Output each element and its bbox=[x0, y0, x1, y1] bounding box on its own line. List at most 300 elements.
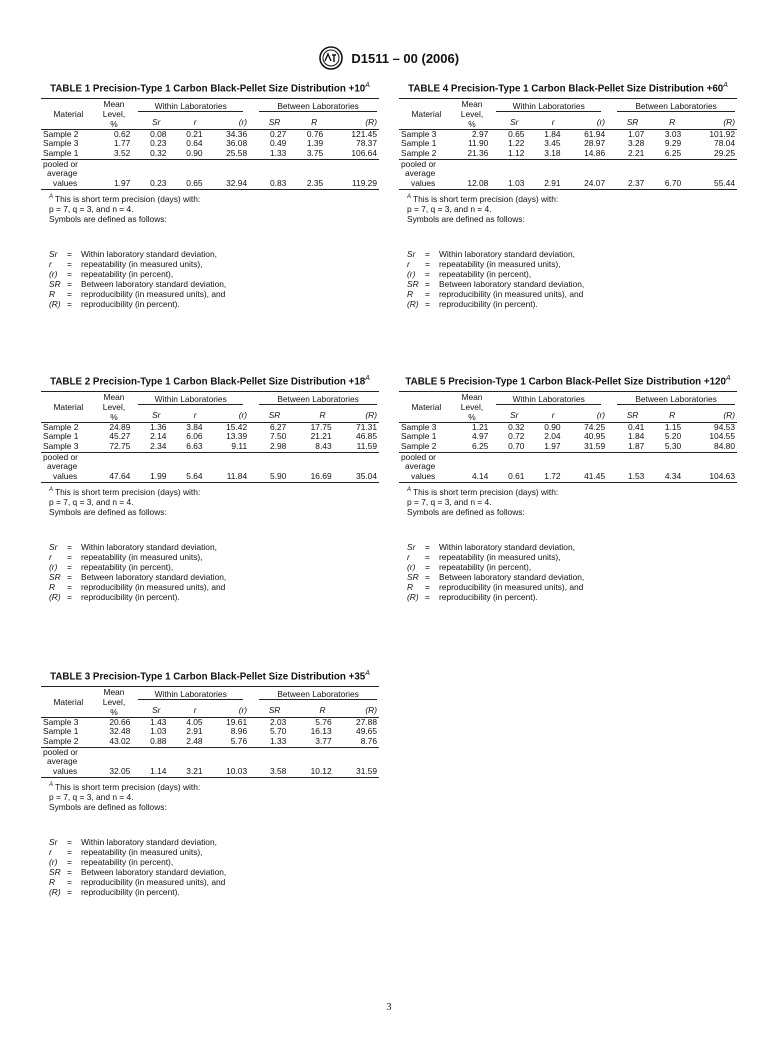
value-cell: 11.90 bbox=[467, 138, 489, 149]
pooled-value-cell bbox=[334, 747, 379, 757]
symbol-definitions bbox=[49, 249, 379, 309]
pooled-value-cell bbox=[334, 452, 379, 462]
symbol-meaning: Within laboratory standard deviation, bbox=[439, 249, 575, 260]
value-cell: 5.20 bbox=[664, 431, 682, 442]
symbol-meaning: reproducibility (in percent). bbox=[439, 592, 538, 603]
value-cell: 32.48 bbox=[109, 726, 131, 737]
pooled-row bbox=[41, 169, 379, 179]
column-header: (r) bbox=[205, 702, 250, 717]
pooled-value-cell bbox=[607, 452, 646, 462]
pooled-label: values bbox=[399, 472, 454, 483]
value-cell: 2.48 bbox=[168, 737, 204, 747]
material-header-text: Material bbox=[53, 696, 84, 707]
symbol-key: r bbox=[49, 552, 52, 563]
symbol-meaning: reproducibility (in measured units), and bbox=[81, 582, 226, 593]
value-cell: 40.95 bbox=[584, 431, 606, 442]
pooled-row bbox=[399, 169, 737, 179]
mean-level-header-line: % bbox=[468, 118, 476, 129]
equals-sign: = bbox=[67, 877, 72, 888]
value-cell: 8.96 bbox=[230, 726, 248, 737]
equals-sign: = bbox=[67, 289, 72, 300]
symbol-definition-row bbox=[49, 857, 379, 867]
pooled-value-cell: 12.08 bbox=[454, 179, 491, 190]
value-cell: 0.23 bbox=[150, 138, 167, 149]
symbol-meaning: reproducibility (in percent). bbox=[81, 887, 180, 898]
pooled-value-cell: 2.35 bbox=[288, 179, 325, 190]
value-cell: 104.55 bbox=[709, 431, 735, 442]
value-cell: 1.21 bbox=[471, 421, 489, 432]
precision-table bbox=[41, 98, 379, 191]
value-cell: 13.39 bbox=[226, 431, 248, 442]
value-cell: 31.59 bbox=[563, 442, 608, 452]
pooled-value-cell: 41.45 bbox=[563, 472, 608, 483]
between-laboratories-header bbox=[607, 391, 737, 407]
column-header: (R) bbox=[334, 702, 379, 717]
symbol-definition-row bbox=[49, 259, 379, 269]
pooled-value-cell bbox=[683, 159, 737, 169]
symbol-definition-row bbox=[49, 837, 379, 847]
pooled-value-cell bbox=[490, 159, 526, 169]
equals-sign: = bbox=[67, 552, 72, 563]
value-cell: 1.84 bbox=[544, 128, 561, 139]
symbol-key: r bbox=[49, 847, 52, 858]
mean-level-header-line: Mean bbox=[103, 686, 125, 697]
value-cell: 5.76 bbox=[205, 737, 250, 747]
symbol-meaning: Between laboratory standard deviation, bbox=[81, 867, 227, 878]
column-header: (r) bbox=[205, 407, 250, 422]
pooled-value-cell bbox=[168, 452, 204, 462]
symbol-definition-row bbox=[49, 877, 379, 887]
symbol-definition-row bbox=[407, 289, 737, 299]
precision-table bbox=[399, 391, 737, 484]
table-row bbox=[41, 149, 379, 159]
value-cell: 2.14 bbox=[150, 431, 167, 442]
value-cell: 19.61 bbox=[226, 716, 248, 727]
table-title-text: TABLE 1 Precision-Type 1 Carbon Black-Pellet Size Distribution +10 bbox=[50, 83, 366, 95]
symbol-key: (r) bbox=[407, 269, 416, 280]
table-title bbox=[41, 80, 379, 95]
value-cell: 1.43 bbox=[150, 716, 167, 727]
symbol-meaning: reproducibility (in measured units), and bbox=[81, 289, 226, 300]
pooled-value-cell bbox=[288, 747, 333, 757]
value-cell: 6.25 bbox=[454, 442, 491, 452]
value-cell: 15.42 bbox=[226, 421, 248, 432]
material-cell: Sample 1 bbox=[43, 431, 79, 442]
symbol-meaning: repeatability (in measured units), bbox=[81, 552, 203, 563]
value-cell: 71.31 bbox=[356, 421, 377, 432]
value-cell: 0.70 bbox=[490, 442, 526, 452]
value-cell: 0.32 bbox=[508, 421, 525, 432]
footnote-parameters: p = 7, q = 3, and n = 4. bbox=[407, 204, 492, 215]
within-laboratories-header bbox=[132, 391, 249, 407]
value-cell: 36.08 bbox=[226, 138, 248, 149]
pooled-label: average bbox=[405, 461, 436, 472]
column-header: r bbox=[168, 407, 204, 422]
symbol-definition-row bbox=[407, 269, 737, 279]
pooled-row bbox=[399, 159, 737, 169]
equals-sign: = bbox=[425, 582, 430, 593]
between-laboratories-text: Between Laboratories bbox=[259, 101, 377, 112]
table-row bbox=[41, 129, 379, 139]
value-cell: 94.53 bbox=[714, 421, 735, 432]
symbol-meaning: Within laboratory standard deviation, bbox=[439, 542, 575, 553]
table-footnotes bbox=[399, 192, 737, 309]
column-header: R bbox=[288, 407, 333, 422]
pooled-value-cell: 31.59 bbox=[334, 767, 379, 778]
mean-level-header bbox=[96, 391, 133, 422]
table-title bbox=[41, 668, 379, 683]
footnote-symbols-intro: Symbols are defined as follows: bbox=[407, 214, 525, 225]
value-cell: 2.03 bbox=[270, 716, 287, 727]
table-row bbox=[399, 432, 737, 442]
equals-sign: = bbox=[67, 562, 72, 573]
value-cell: 0.90 bbox=[168, 149, 204, 159]
symbol-definitions bbox=[49, 837, 379, 897]
material-cell: Sample 2 bbox=[43, 128, 79, 139]
pooled-label: values bbox=[41, 472, 96, 483]
pooled-value-cell: 55.44 bbox=[683, 179, 737, 190]
symbol-definitions bbox=[407, 542, 737, 602]
material-header bbox=[41, 98, 96, 129]
value-cell: 1.84 bbox=[628, 431, 645, 442]
pooled-value-cell: 2.37 bbox=[607, 179, 646, 190]
mean-level-header-line: Level, bbox=[460, 108, 484, 119]
table-title bbox=[399, 373, 737, 388]
material-header bbox=[41, 391, 96, 422]
material-header bbox=[41, 686, 96, 717]
mean-level-header-line: Level, bbox=[102, 401, 126, 412]
symbol-key: R bbox=[407, 582, 414, 593]
footnote-parameters: p = 7, q = 3, and n = 4. bbox=[49, 792, 134, 803]
within-laboratories-header bbox=[490, 98, 607, 114]
symbol-meaning: Between laboratory standard deviation, bbox=[439, 572, 585, 583]
symbol-meaning: Between laboratory standard deviation, bbox=[81, 572, 227, 583]
pooled-label: values bbox=[399, 179, 454, 190]
mean-level-header-line: Mean bbox=[103, 98, 125, 109]
value-cell: 2.91 bbox=[186, 726, 203, 737]
equals-sign: = bbox=[67, 837, 72, 848]
column-header: (r) bbox=[563, 114, 608, 129]
pooled-row bbox=[41, 179, 379, 190]
equals-sign: = bbox=[425, 542, 430, 553]
pooled-value-cell: 1.99 bbox=[132, 472, 168, 483]
pooled-value-cell: 2.91 bbox=[526, 179, 562, 190]
between-laboratories-text: Between Laboratories bbox=[259, 394, 377, 405]
symbol-meaning: repeatability (in measured units), bbox=[81, 847, 203, 858]
symbol-definition-row bbox=[49, 542, 379, 552]
column-header: r bbox=[168, 114, 204, 129]
pooled-value-cell: 0.83 bbox=[249, 179, 288, 190]
symbol-definitions bbox=[49, 542, 379, 602]
material-header bbox=[399, 391, 454, 422]
footnote-symbols-intro: Symbols are defined as follows: bbox=[49, 802, 167, 813]
column-header: SR bbox=[607, 114, 646, 129]
pooled-value-cell bbox=[288, 452, 333, 462]
footnote-mark: A bbox=[49, 487, 54, 494]
pooled-value-cell bbox=[325, 159, 379, 169]
value-cell: 5.70 bbox=[270, 726, 287, 737]
value-cell: 3.18 bbox=[526, 149, 562, 159]
symbol-definition-row bbox=[49, 562, 379, 572]
symbol-meaning: repeatability (in measured units), bbox=[81, 259, 203, 270]
precision-table bbox=[41, 391, 379, 484]
value-cell: 2.34 bbox=[132, 442, 168, 452]
symbol-definition-row bbox=[407, 582, 737, 592]
footnote-mark: A bbox=[49, 782, 54, 789]
value-cell: 49.65 bbox=[356, 726, 377, 737]
equals-sign: = bbox=[67, 249, 72, 260]
symbol-meaning: repeatability (in percent), bbox=[439, 562, 532, 573]
precision-table-block bbox=[399, 373, 737, 602]
column-header: r bbox=[526, 407, 562, 422]
pooled-value-cell bbox=[96, 747, 133, 757]
equals-sign: = bbox=[425, 269, 430, 280]
material-cell: Sample 1 bbox=[41, 149, 96, 159]
table-footnotes bbox=[41, 192, 379, 309]
pooled-value-cell: 1.53 bbox=[607, 472, 646, 483]
equals-sign: = bbox=[67, 592, 72, 603]
pooled-row bbox=[41, 452, 379, 462]
pooled-value-cell bbox=[563, 159, 608, 169]
footnote-mark: A bbox=[365, 375, 370, 382]
symbol-meaning: Between laboratory standard deviation, bbox=[439, 279, 585, 290]
pooled-value-cell: 4.14 bbox=[454, 472, 491, 483]
symbol-key: Sr bbox=[407, 249, 416, 260]
symbol-meaning: reproducibility (in measured units), and bbox=[439, 289, 584, 300]
equals-sign: = bbox=[425, 552, 430, 563]
within-laboratories-header bbox=[132, 98, 249, 114]
pooled-label: values bbox=[41, 179, 96, 190]
column-header: Sr bbox=[132, 114, 168, 129]
equals-sign: = bbox=[425, 289, 430, 300]
value-cell: 20.66 bbox=[109, 716, 131, 727]
pooled-value-cell: 1.14 bbox=[132, 767, 168, 778]
value-cell: 0.72 bbox=[508, 431, 525, 442]
value-cell: 28.97 bbox=[584, 138, 606, 149]
value-cell: 0.90 bbox=[544, 421, 561, 432]
pooled-value-cell bbox=[132, 452, 168, 462]
symbol-definition-row bbox=[49, 572, 379, 582]
equals-sign: = bbox=[425, 572, 430, 583]
pooled-label: pooled or bbox=[43, 451, 78, 462]
value-cell: 27.88 bbox=[356, 716, 377, 727]
footnote-mark: A bbox=[723, 82, 728, 89]
table-row bbox=[399, 422, 737, 432]
value-cell: 9.11 bbox=[205, 442, 250, 452]
pooled-value-cell bbox=[249, 452, 288, 462]
pooled-row bbox=[41, 159, 379, 169]
page-number: 3 bbox=[386, 1002, 392, 1013]
value-cell: 21.36 bbox=[454, 149, 491, 159]
column-header: SR bbox=[249, 407, 288, 422]
symbol-definition-row bbox=[49, 887, 379, 897]
value-cell: 6.27 bbox=[270, 421, 287, 432]
pooled-label: values bbox=[41, 767, 96, 778]
symbol-definition-row bbox=[49, 299, 379, 309]
symbol-definition-row bbox=[49, 582, 379, 592]
symbol-definition-row bbox=[49, 552, 379, 562]
footnote-mark: A bbox=[407, 487, 412, 494]
symbol-meaning: reproducibility (in percent). bbox=[81, 299, 180, 310]
pooled-label: average bbox=[47, 756, 78, 767]
material-cell: Sample 3 bbox=[41, 442, 96, 452]
material-cell: Sample 3 bbox=[43, 716, 79, 727]
pooled-value-cell: 1.03 bbox=[490, 179, 526, 190]
symbol-meaning: Within laboratory standard deviation, bbox=[81, 837, 217, 848]
pooled-value-cell: 0.23 bbox=[132, 179, 168, 190]
value-cell: 7.50 bbox=[270, 431, 287, 442]
pooled-value-cell bbox=[168, 747, 204, 757]
value-cell: 1.87 bbox=[607, 442, 646, 452]
pooled-row bbox=[41, 747, 379, 757]
material-header-text: Material bbox=[53, 401, 84, 412]
mean-level-header-line: Level, bbox=[102, 108, 126, 119]
value-cell: 5.76 bbox=[315, 716, 332, 727]
pooled-value-cell bbox=[646, 159, 683, 169]
symbol-key: SR bbox=[49, 867, 61, 878]
footnote-line bbox=[49, 192, 379, 204]
column-header: (R) bbox=[325, 114, 379, 129]
symbol-key: (R) bbox=[49, 299, 61, 310]
pooled-row bbox=[399, 179, 737, 190]
pooled-value-cell: 35.04 bbox=[334, 472, 379, 483]
within-laboratories-text: Within Laboratories bbox=[138, 394, 243, 405]
symbol-key: r bbox=[49, 259, 52, 270]
equals-sign: = bbox=[425, 592, 430, 603]
symbol-definition-row bbox=[407, 542, 737, 552]
value-cell: 14.86 bbox=[563, 149, 608, 159]
pooled-value-cell: 11.84 bbox=[205, 472, 250, 483]
column-header: R bbox=[288, 702, 333, 717]
table-title-text: TABLE 2 Precision-Type 1 Carbon Black-Pellet Size Distribution +18 bbox=[50, 376, 366, 388]
value-cell: 5.30 bbox=[646, 442, 683, 452]
column-header: r bbox=[526, 114, 562, 129]
value-cell: 0.88 bbox=[132, 737, 168, 747]
equals-sign: = bbox=[67, 582, 72, 593]
material-cell: Sample 1 bbox=[43, 726, 79, 737]
pooled-value-cell: 4.34 bbox=[646, 472, 683, 483]
symbol-key: r bbox=[407, 259, 410, 270]
equals-sign: = bbox=[67, 887, 72, 898]
value-cell: 1.77 bbox=[113, 138, 131, 149]
value-cell: 0.21 bbox=[186, 128, 203, 139]
pooled-value-cell: 16.69 bbox=[288, 472, 333, 483]
symbol-definition-row bbox=[407, 279, 737, 289]
symbol-meaning: reproducibility (in percent). bbox=[81, 592, 180, 603]
value-cell: 1.39 bbox=[306, 138, 324, 149]
mean-level-header-line: % bbox=[110, 118, 118, 129]
mean-level-header-line: Level, bbox=[460, 401, 484, 412]
value-cell: 3.75 bbox=[288, 149, 325, 159]
pooled-value-cell bbox=[683, 452, 737, 462]
equals-sign: = bbox=[425, 249, 430, 260]
pooled-value-cell bbox=[454, 452, 491, 462]
symbol-definition-row bbox=[407, 552, 737, 562]
between-laboratories-header bbox=[249, 391, 379, 407]
within-laboratories-text: Within Laboratories bbox=[138, 689, 243, 700]
value-cell: 72.75 bbox=[96, 442, 133, 452]
column-header: SR bbox=[249, 702, 288, 717]
mean-level-header-line: % bbox=[110, 411, 118, 422]
equals-sign: = bbox=[425, 279, 430, 290]
material-header bbox=[399, 98, 454, 129]
value-cell: 2.97 bbox=[471, 128, 489, 139]
value-cell: 1.36 bbox=[150, 421, 167, 432]
value-cell: 61.94 bbox=[584, 128, 606, 139]
pooled-value-cell bbox=[607, 159, 646, 169]
value-cell: 2.98 bbox=[249, 442, 288, 452]
document-designation: D1511 – 00 (2006) bbox=[351, 50, 460, 66]
pooled-value-cell bbox=[168, 159, 204, 169]
mean-level-header-line: Mean bbox=[461, 391, 483, 402]
symbol-key: R bbox=[49, 582, 56, 593]
symbol-meaning: repeatability (in measured units), bbox=[439, 259, 561, 270]
symbol-meaning: repeatability (in measured units), bbox=[439, 552, 561, 563]
column-header: Sr bbox=[490, 114, 526, 129]
pooled-value-cell bbox=[288, 159, 325, 169]
between-laboratories-header bbox=[249, 686, 379, 702]
symbol-meaning: Within laboratory standard deviation, bbox=[81, 542, 217, 553]
symbol-definition-row bbox=[49, 249, 379, 259]
symbol-definition-row bbox=[49, 269, 379, 279]
symbol-definition-row bbox=[49, 289, 379, 299]
value-cell: 6.25 bbox=[646, 149, 683, 159]
column-header: Sr bbox=[490, 407, 526, 422]
value-cell: 17.75 bbox=[310, 421, 332, 432]
pooled-value-cell: 119.29 bbox=[325, 179, 379, 190]
precision-table bbox=[399, 98, 737, 191]
pooled-row bbox=[41, 472, 379, 483]
value-cell: 2.21 bbox=[607, 149, 646, 159]
value-cell: 101.92 bbox=[709, 128, 735, 139]
footnote-line bbox=[49, 485, 379, 497]
table-row bbox=[399, 442, 737, 452]
precision-table-block bbox=[41, 80, 379, 309]
material-cell: Sample 3 bbox=[43, 138, 79, 149]
symbol-definition-row bbox=[49, 592, 379, 602]
table-title-text: TABLE 4 Precision-Type 1 Carbon Black-Pellet Size Distribution +60 bbox=[408, 83, 724, 95]
value-cell: 4.97 bbox=[471, 431, 489, 442]
pooled-value-cell bbox=[454, 159, 491, 169]
footnote-parameters: p = 7, q = 3, and n = 4. bbox=[49, 497, 134, 508]
equals-sign: = bbox=[67, 279, 72, 290]
pooled-value-cell: 1.72 bbox=[526, 472, 562, 483]
symbol-key: R bbox=[407, 289, 414, 300]
footnote-mark: A bbox=[49, 194, 54, 201]
footnote-mark: A bbox=[725, 375, 731, 382]
pooled-value-cell bbox=[646, 452, 683, 462]
pooled-value-cell: 5.90 bbox=[249, 472, 288, 483]
value-cell: 3.03 bbox=[664, 128, 682, 139]
symbol-key: R bbox=[49, 877, 56, 888]
symbol-definition-row bbox=[407, 249, 737, 259]
pooled-value-cell bbox=[205, 747, 250, 757]
symbol-key: Sr bbox=[49, 249, 58, 260]
column-header: Sr bbox=[132, 702, 168, 717]
pooled-value-cell bbox=[490, 452, 526, 462]
footnote-text: This is short term precision (days) with: bbox=[55, 194, 201, 205]
pooled-row bbox=[399, 472, 737, 483]
material-cell: Sample 2 bbox=[43, 421, 79, 432]
footnote-text: This is short term precision (days) with: bbox=[55, 782, 201, 793]
mean-level-header-line: % bbox=[468, 411, 476, 422]
material-header-text: Material bbox=[411, 401, 442, 412]
equals-sign: = bbox=[67, 847, 72, 858]
value-cell: 106.64 bbox=[325, 149, 379, 159]
within-laboratories-header bbox=[490, 391, 607, 407]
column-header: Sr bbox=[132, 407, 168, 422]
value-cell: 21.21 bbox=[310, 431, 332, 442]
